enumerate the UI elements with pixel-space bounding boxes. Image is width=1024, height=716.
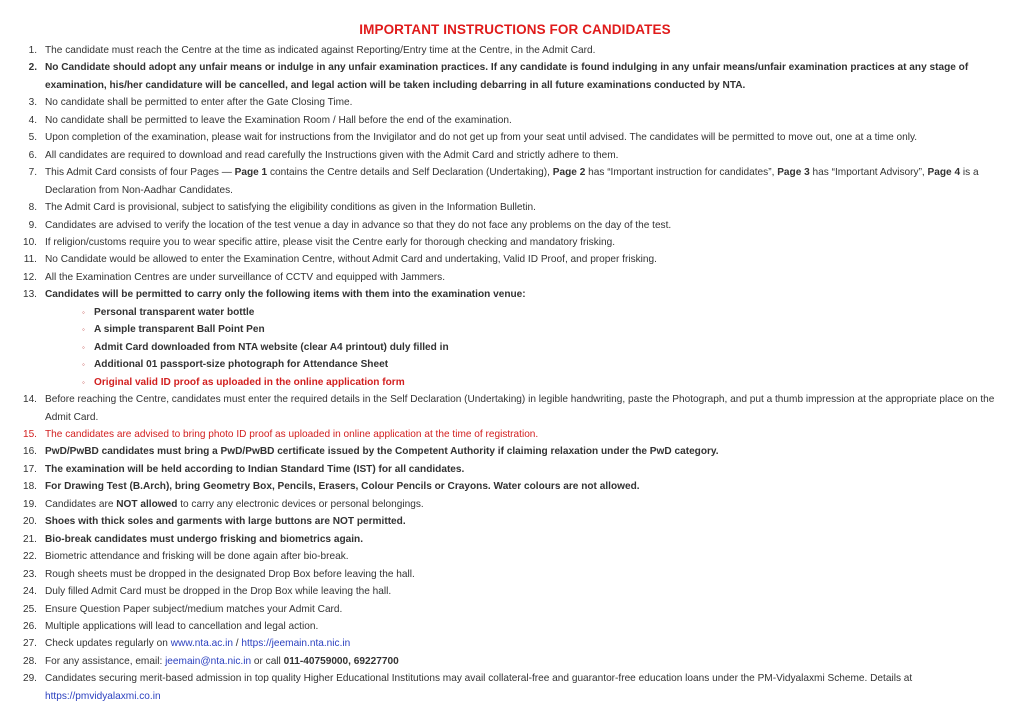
item-text: No Candidate would be allowed to enter the Examination Centre, without Admit Card and undertaking, Valid ID Proof, and proper frisking. — [45, 254, 657, 266]
item-text: Ensure Question Paper subject/medium matches your Admit Card. — [45, 603, 343, 615]
list-item — [12, 164, 1018, 199]
item-text: Candidates will be permitted to carry only the following items with them into the examination venue: — [45, 289, 526, 301]
list-item — [12, 147, 1018, 164]
pmvidyalaxmi-link[interactable]: https://pmvidyalaxmi.co.in — [45, 690, 161, 702]
phone-numbers: 011-40759000, 69227700 — [283, 655, 399, 667]
item-text: All candidates are required to download and read carefully the Instructions given with the Admit Card and strictly adhere to them. — [45, 149, 619, 161]
item-number: 24. — [22, 586, 37, 598]
list-item — [12, 653, 1018, 670]
item-number: 27. — [22, 638, 37, 650]
item-text: Before reaching the Centre, candidates must enter the required details in the Self Declaration (Undertaking) in legible handwriting, paste the Photograph, and put a thumb impression at the appropriate place on the Admit Card. — [45, 394, 995, 423]
item-number: 2. — [28, 62, 37, 74]
allowed-items-list — [12, 304, 1018, 391]
item-text: Bio-break candidates must undergo frisking and biometrics again. — [45, 533, 364, 545]
text-run: is a Declaration from Non-Aadhar Candidates. — [45, 167, 979, 196]
jeemain-website-link[interactable]: https://jeemain.nta.nic.in — [241, 638, 351, 650]
list-item — [12, 129, 1018, 146]
item-text: Multiple applications will lead to cancellation and legal action. — [45, 620, 319, 632]
item-text: Biometric attendance and frisking will be done again after bio-break. — [45, 551, 349, 563]
allowed-item — [82, 374, 1018, 391]
text-run: Check updates regularly on — [45, 638, 171, 650]
item-text — [45, 496, 1018, 513]
text-run: or call — [251, 655, 284, 667]
emphasis-text: NOT allowed — [116, 498, 178, 510]
item-text: The Admit Card is provisional, subject to satisfying the eligibility conditions as given in the Information Bulletin. — [45, 202, 536, 214]
item-number: 12. — [22, 271, 37, 283]
item-number: 8. — [28, 202, 37, 214]
item-number: 21. — [22, 533, 37, 545]
item-text — [45, 164, 1018, 199]
text-run: This Admit Card consists of four Pages — — [45, 167, 235, 179]
list-item — [12, 478, 1018, 495]
list-item — [12, 251, 1018, 268]
item-text — [45, 653, 1018, 670]
item-number: 15. — [22, 428, 37, 440]
text-run: to carry any electronic devices or personal belongings. — [177, 498, 424, 510]
text-run: has “Important Advisory”, — [809, 167, 928, 179]
list-item — [12, 217, 1018, 234]
item-number: 20. — [22, 516, 37, 528]
list-item — [12, 199, 1018, 216]
text-run: contains the Centre details and Self Declaration (Undertaking), — [267, 167, 553, 179]
email-link[interactable]: jeemain@nta.nic.in — [165, 655, 252, 667]
instructions-list — [12, 42, 1018, 304]
item-text: The candidate must reach the Centre at the time as indicated against Reporting/Entry time at the Centre, in the Admit Card. — [45, 45, 596, 56]
item-text: Duly filled Admit Card must be dropped in the Drop Box while leaving the hall. — [45, 586, 392, 598]
list-item — [12, 443, 1018, 460]
allowed-item — [82, 304, 1018, 321]
page-title: IMPORTANT INSTRUCTIONS FOR CANDIDATES — [359, 22, 671, 37]
list-item — [12, 618, 1018, 635]
allowed-item-text: Admit Card downloaded from NTA website (clear A4 printout) duly filled in — [94, 341, 449, 353]
nta-website-link[interactable]: www.nta.ac.in — [170, 638, 233, 650]
list-item — [12, 391, 1018, 426]
item-number: 13. — [22, 289, 37, 301]
item-text: No candidate shall be permitted to leave the Examination Room / Hall before the end of the examination. — [45, 114, 512, 126]
item-number: 5. — [28, 132, 37, 144]
item-number: 9. — [28, 219, 37, 231]
item-number: 19. — [22, 498, 37, 510]
item-text: For Drawing Test (B.Arch), bring Geometry Box, Pencils, Erasers, Colour Pencils or Crayons. Water colours are not allowed. — [45, 481, 640, 493]
list-item — [12, 513, 1018, 530]
list-item — [12, 635, 1018, 652]
item-number: 10. — [22, 236, 37, 248]
list-item — [12, 234, 1018, 251]
allowed-item-text: Original valid ID proof as uploaded in the online application form — [94, 376, 405, 388]
allowed-item — [82, 356, 1018, 373]
bullet-icon: ◦ — [82, 360, 85, 370]
text-run: Candidates securing merit-based admission in top quality Higher Educational Institutions may avail collateral-free and guarantor-free education loans under the PM-Vidyalaxmi Scheme. Details at — [45, 673, 913, 685]
list-item — [12, 583, 1018, 600]
item-text — [45, 635, 1018, 652]
item-number: 17. — [22, 463, 37, 475]
list-item — [12, 42, 1018, 59]
list-item — [12, 286, 1018, 303]
bullet-icon: ◦ — [82, 307, 85, 317]
item-text: All the Examination Centres are under surveillance of CCTV and equipped with Jammers. — [45, 271, 446, 283]
item-text: Rough sheets must be dropped in the designated Drop Box before leaving the hall. — [45, 568, 415, 580]
page-ref: Page 3 — [777, 167, 810, 179]
item-number: 1. — [28, 45, 37, 56]
item-number: 6. — [28, 149, 37, 161]
list-item — [12, 670, 1018, 705]
allowed-item-text: Personal transparent water bottle — [94, 306, 255, 318]
item-text: PwD/PwBD candidates must bring a PwD/PwBD certificate issued by the Competent Authority if claiming relaxation under the PwD category. — [45, 446, 719, 458]
allowed-item — [82, 339, 1018, 356]
list-item — [12, 94, 1018, 111]
item-number: 7. — [28, 167, 37, 179]
item-number: 14. — [22, 394, 37, 406]
item-number: 25. — [22, 603, 37, 615]
item-text — [45, 670, 1018, 705]
bullet-icon: ◦ — [82, 325, 85, 335]
item-number: 18. — [22, 481, 37, 493]
bullet-icon: ◦ — [82, 342, 85, 352]
text-run: Candidates are — [45, 498, 117, 510]
list-item — [12, 426, 1018, 443]
list-item — [12, 601, 1018, 618]
item-number: 22. — [22, 551, 37, 563]
item-text: No Candidate should adopt any unfair means or indulge in any unfair examination practices. If any candidate is found indulging in any unfair means/unfair examination practices at any stage of examination, his/her candidature will be cancelled, and legal action will be taken including debarring in all future examinations conducted by NTA. — [45, 62, 969, 91]
list-item — [12, 496, 1018, 513]
item-number: 4. — [28, 114, 37, 126]
allowed-item-text: Additional 01 passport-size photograph for Attendance Sheet — [94, 359, 389, 371]
text-run: For any assistance, email: — [45, 655, 166, 667]
page-ref: Page 1 — [234, 167, 268, 179]
item-text: No candidate shall be permitted to enter after the Gate Closing Time. — [45, 97, 353, 109]
list-item — [12, 566, 1018, 583]
item-text: The candidates are advised to bring photo ID proof as uploaded in online application at the time of registration. — [45, 428, 539, 440]
list-item — [12, 59, 1018, 94]
list-item — [12, 461, 1018, 478]
allowed-item — [82, 321, 1018, 338]
item-number: 28. — [22, 655, 37, 667]
item-number: 26. — [22, 620, 37, 632]
bullet-icon: ◦ — [82, 377, 85, 387]
instructions-list-continued — [12, 391, 1018, 705]
item-number: 11. — [23, 254, 37, 266]
list-item — [12, 548, 1018, 565]
text-run: has “Important instruction for candidates”, — [585, 167, 778, 179]
page-ref: Page 2 — [552, 167, 586, 179]
item-text: Upon completion of the examination, please wait for instructions from the Invigilator and do not get up from your seat until advised. The candidates will be permitted to move out, one at a time only. — [45, 132, 918, 144]
list-item — [12, 112, 1018, 129]
separator: / — [232, 638, 242, 650]
item-number: 29. — [22, 673, 37, 685]
item-number: 23. — [22, 568, 37, 580]
list-item — [12, 269, 1018, 286]
list-item — [12, 531, 1018, 548]
item-text: Candidates are advised to verify the location of the test venue a day in advance so that they do not face any problems on the day of the test. — [45, 219, 672, 231]
item-text: Shoes with thick soles and garments with large buttons are NOT permitted. — [45, 516, 406, 528]
item-text: The examination will be held according to Indian Standard Time (IST) for all candidates. — [45, 463, 465, 475]
item-number: 16. — [22, 446, 37, 458]
page-ref: Page 4 — [927, 167, 961, 179]
item-number: 3. — [28, 97, 37, 109]
allowed-item-text: A simple transparent Ball Point Pen — [94, 324, 265, 336]
item-text: If religion/customs require you to wear specific attire, please visit the Centre early for thorough checking and mandatory frisking. — [45, 236, 616, 248]
